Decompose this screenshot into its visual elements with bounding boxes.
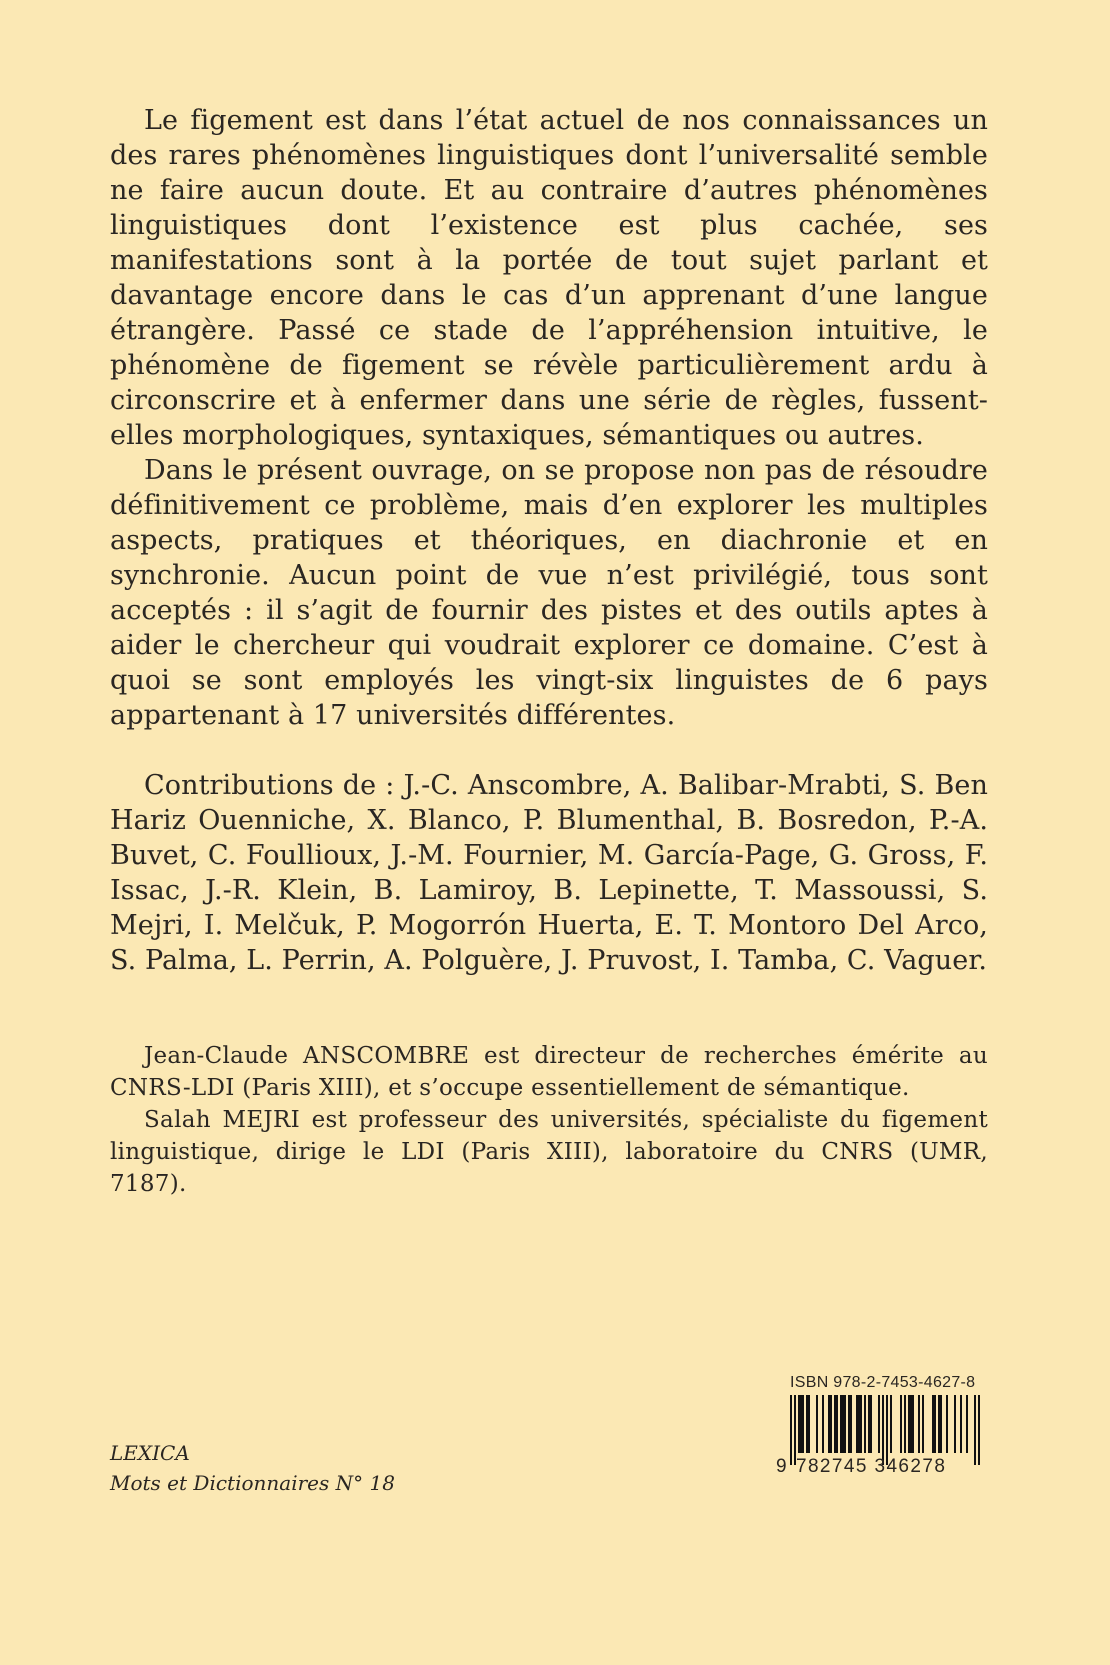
- barcode-bar: [822, 1395, 824, 1453]
- barcode-digit-lead: 9: [776, 1456, 788, 1477]
- barcode-bar: [966, 1395, 968, 1453]
- isbn-barcode: [776, 1373, 992, 1489]
- contributors-list: Contributions de : J.-C. Anscombre, A. Balibar-Mrabti, S. Ben Hariz Ouenniche, X. Blanco, P. Blumenthal, B. Bosredon, P.-A. Buvet, C. Foullioux, J.-M. Fournier, M. García-Page, G. Gross, F. Issac, J.-R. Klein, B. Lamiroy, B. Lepinette, T. Massoussi, S. Mejri, I. Melčuk, P. Mogorrón Huerta, E. T. Montoro Del Arco, S. Palma, L. Perrin, A. Polguère, J. Pruvost, I. Tamba, C. Vaguer.: [110, 770, 988, 976]
- barcode-bar: [816, 1395, 818, 1453]
- barcode-bar: [946, 1395, 948, 1453]
- barcode-bar: [842, 1395, 844, 1453]
- barcode-bar: [830, 1395, 832, 1453]
- barcode-bar: [800, 1395, 802, 1453]
- barcode-bar: [834, 1395, 836, 1453]
- barcode-digits: [776, 1455, 994, 1479]
- barcode-bar: [868, 1395, 870, 1453]
- barcode-bar: [858, 1395, 860, 1453]
- author-bio-mejri: Salah MEJRI est professeur des universités, spécialiste du figement linguistique, dirige le LDI (Paris XIII), laboratoire du CNRS (UMR, 7187).: [110, 1107, 988, 1197]
- barcode-bar: [960, 1395, 962, 1453]
- barcode-bar: [806, 1395, 808, 1453]
- barcode-bar: [828, 1395, 830, 1453]
- barcode-bar: [890, 1395, 892, 1453]
- barcode-bar: [808, 1395, 810, 1453]
- barcode-bar: [934, 1395, 936, 1453]
- author-bio-anscombre: Jean-Claude ANSCOMBRE est directeur de recherches émérite au CNRS-LDI (Paris XIII), et s’occupe essentiellement de sémantique.: [110, 1043, 988, 1101]
- barcode-bar: [918, 1395, 920, 1453]
- barcode-bar: [836, 1395, 838, 1453]
- barcode-bar: [840, 1395, 842, 1453]
- isbn-label: ISBN 978-2-7453-4627-8: [790, 1374, 976, 1391]
- series-subtitle: Mots et Dictionnaires N° 18: [110, 1471, 395, 1495]
- series-name: LEXICA: [110, 1441, 190, 1465]
- barcode-bar: [798, 1395, 800, 1453]
- barcode-bar: [904, 1395, 906, 1453]
- barcode-bar: [910, 1395, 912, 1453]
- barcode-bar: [848, 1395, 850, 1453]
- barcode-bar: [802, 1395, 804, 1453]
- series-info: [110, 1438, 395, 1498]
- barcode-bar: [850, 1395, 852, 1453]
- description-paragraph-2: Dans le présent ouvrage, on se propose non pas de résoudre définitivement ce problème, mais d’en explorer les multiples aspects, pratiques et théoriques, en diachronie et en synchronie. Aucun point de vue n’est privilégié, tous sont acceptés : il s’agit de fournir des pistes et des outils aptes à aider le chercheur qui voudrait explorer ce domaine. C’est à quoi se sont employés les vingt-six linguistes de 6 pays appartenant à 17 universités différentes.: [110, 455, 988, 731]
- barcode-bar: [878, 1395, 880, 1453]
- barcode-bar: [870, 1395, 872, 1453]
- barcode-bar: [844, 1395, 846, 1453]
- description-paragraph-1: Le figement est dans l’état actuel de nos connaissances un des rares phénomènes linguistiques dont l’universalité semble ne faire aucun doute. Et au contraire d’autres phénomènes linguistiques dont l’existence est plus cachée, ses manifestations sont à la portée de tout sujet parlant et davantage encore dans le cas d’un apprenant d’une langue étrangère. Passé ce stade de l’appréhension intuitive, le phénomène de figement se révèle particulièrement ardu à circonscrire et à enfermer dans une série de règles, fussent-elles morphologiques, syntaxiques, sémantiques ou autres.: [110, 105, 988, 451]
- barcode-bar: [932, 1395, 934, 1453]
- barcode-bar: [864, 1395, 866, 1453]
- barcode-bar: [938, 1395, 940, 1453]
- barcode-digits-rest: 782745 346278: [796, 1456, 947, 1477]
- barcode-bar: [940, 1395, 942, 1453]
- barcode-bar: [860, 1395, 862, 1453]
- barcode-bar: [954, 1395, 956, 1453]
- barcode-bar: [900, 1395, 902, 1453]
- barcode-bar: [912, 1395, 914, 1453]
- barcode-bar: [908, 1395, 910, 1453]
- barcode-bar: [856, 1395, 858, 1453]
- barcode-bar: [922, 1395, 924, 1453]
